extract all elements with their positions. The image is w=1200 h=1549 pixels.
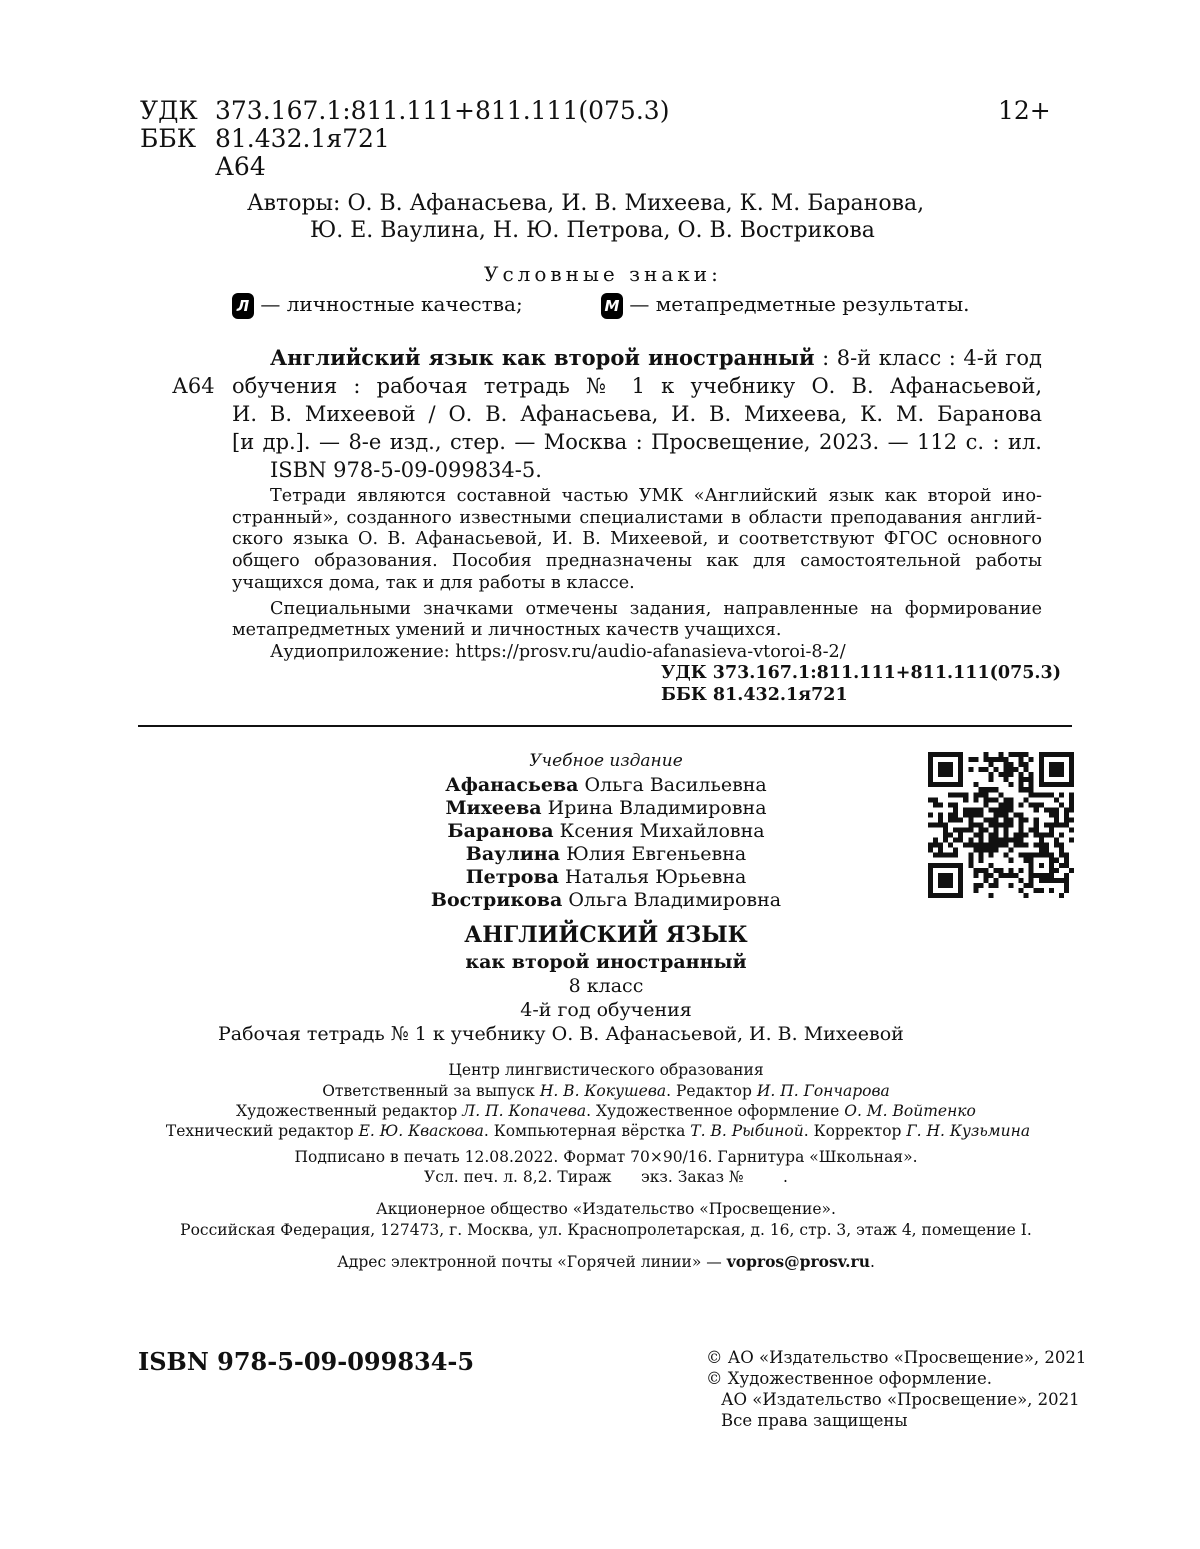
person-surname: Петрова — [465, 866, 559, 888]
person-name: Ольга Васильевна — [584, 774, 767, 796]
bib-title: Английский язык как второй иностранный — [270, 345, 815, 370]
label: Компьютерная вёрстка — [493, 1122, 686, 1140]
hotline-email — [0, 1251, 1200, 1273]
person-name: Наталья Юрьевна — [565, 866, 747, 888]
person-surname: Ваулина — [465, 843, 561, 865]
udk-label: УДК — [140, 96, 198, 125]
meta-results-icon: М — [601, 293, 623, 319]
name: Е. Ю. Кваскова — [358, 1122, 484, 1140]
book-year: 4-й год обучения — [520, 999, 692, 1021]
art-line: Художественный редактор Л. П. Копачева. Художественное оформление О. М. Войтенко — [236, 1102, 976, 1120]
age-rating: 12+ — [998, 96, 1051, 125]
tech-line: Технический редактор Е. Ю. Кваскова. Компьютерная вёрстка Т. В. Рыбиной. Корректор Г. Н. Кузьмина — [165, 1122, 1031, 1140]
label: Корректор — [813, 1122, 902, 1140]
name: И. П. Гончарова — [756, 1082, 890, 1100]
copyright-line: © Художественное оформление. — [706, 1369, 993, 1388]
annotation-line: общего образования. Пособия предназначены как для самостоятельной работы — [232, 551, 1042, 572]
legend-personal — [232, 290, 523, 319]
authors-line-2: Ю. Е. Ваулина, Н. Ю. Петрова, О. В. Вострикова — [310, 218, 875, 243]
personal-qualities-icon: Л — [232, 293, 254, 319]
annotation-line: ского языка О. В. Афанасьевой, И. В. Михеевой, и соответствуют ФГОС основного — [232, 529, 1042, 550]
name: Н. В. Кокушева — [539, 1082, 667, 1100]
udk-repeat: УДК 373.167.1:811.111+811.111(075.3) — [661, 663, 1061, 683]
qr-code — [928, 752, 1074, 898]
copyright-line: © АО «Издательство «Просвещение», 2021 — [706, 1348, 1087, 1367]
bib-title-rest: : 8-й класс : 4-й год — [814, 346, 1042, 370]
legend-title: Условные знаки: — [484, 262, 722, 286]
label: Художественное оформление — [595, 1102, 840, 1120]
book-title: АНГЛИЙСКИЙ ЯЗЫК — [464, 922, 748, 948]
audio-link: Аудиоприложение: https://prosv.ru/audio-afanasieva-vtoroi-8-2/ — [270, 641, 846, 662]
bib-line-4: [и др.]. — 8-е изд., стер. — Москва : Просвещение, 2023. — 112 с. : ил. — [232, 430, 1042, 454]
name: О. М. Войтенко — [844, 1102, 976, 1120]
bib-isbn: ISBN 978-5-09-099834-5. — [270, 458, 542, 482]
bbk-label: ББК — [140, 124, 197, 153]
annotation-line: метапредметных умений и личностных качеств учащихся. — [232, 620, 782, 641]
label: Ответственный за выпуск — [322, 1082, 535, 1100]
authors-line-1: Авторы: О. В. Афанасьева, И. В. Михеева, К. М. Баранова, — [247, 191, 925, 216]
person-surname: Вострикова — [430, 889, 563, 911]
responsible-line: Ответственный за выпуск Н. В. Кокушева. Редактор И. П. Гончарова — [322, 1082, 890, 1100]
bib-mark: А64 — [172, 374, 215, 398]
person-name: Ксения Михайловна — [559, 820, 765, 842]
person-surname: Афанасьева — [445, 774, 579, 796]
name: Л. П. Копачева — [462, 1102, 587, 1120]
label: Художественный редактор — [236, 1102, 458, 1120]
edition-type: Учебное издание — [529, 751, 683, 771]
legend-meta — [601, 290, 970, 319]
publisher-address: Российская Федерация, 127473, г. Москва, ул. Краснопролетарская, д. 16, стр. 3, этаж 4, помещение I. — [180, 1221, 1032, 1239]
print-info-2: Усл. печ. л. 8,2. Тираж экз. Заказ № . — [424, 1168, 788, 1186]
book-grade: 8 класс — [568, 975, 644, 997]
bib-description — [232, 344, 1042, 484]
rights: Все права защищены — [721, 1411, 908, 1430]
annotation-line: Тетради являются составной частью УМК «Английский язык как второй ино- — [270, 486, 1042, 506]
bib-line-2: обучения : рабочая тетрадь № 1 к учебнику О. В. Афанасьевой, — [232, 374, 1042, 398]
print-info: Подписано в печать 12.08.2022. Формат 70×90/16. Гарнитура «Школьная». — [294, 1148, 918, 1166]
person-name: Ирина Владимировна — [547, 797, 767, 819]
person-surname: Баранова — [447, 820, 554, 842]
email-address: vopros@prosv.ru — [726, 1252, 870, 1271]
divider — [138, 725, 1072, 727]
name: Т. В. Рыбиной — [690, 1122, 804, 1140]
email-end: . — [870, 1253, 875, 1271]
legend-meta-text: — метапредметные результаты. — [629, 292, 970, 316]
email-label: Адрес электронной почты «Горячей линии» — — [337, 1253, 727, 1271]
annotation-line: учащихся дома, так и для работы в классе. — [232, 572, 635, 593]
udk-value: 373.167.1:811.111+811.111(075.3) — [215, 96, 670, 125]
annotation — [232, 486, 1042, 664]
bbk-value: 81.432.1я721 — [215, 124, 390, 153]
publisher: Акционерное общество «Издательство «Просвещение». — [376, 1200, 836, 1218]
label: Редактор — [675, 1082, 752, 1100]
label: Технический редактор — [165, 1122, 354, 1140]
name: Г. Н. Кузьмина — [906, 1122, 1031, 1140]
person-name: Юлия Евгеньевна — [566, 843, 747, 865]
legend-personal-text: — личностные качества; — [260, 292, 523, 316]
bbk-repeat: ББК 81.432.1я721 — [661, 685, 848, 705]
center-name: Центр лингвистического образования — [448, 1061, 764, 1079]
bib-line-1 — [232, 344, 1042, 372]
copyright-line: АО «Издательство «Просвещение», 2021 — [721, 1390, 1080, 1409]
person-name: Ольга Владимировна — [568, 889, 782, 911]
author-mark: А64 — [215, 152, 266, 181]
person-surname: Михеева — [445, 797, 542, 819]
bib-line-3: И. В. Михеевой / О. В. Афанасьева, И. В. Михеева, К. М. Баранова — [232, 402, 1042, 426]
annotation-line: странный», созданного известными специалистами в области преподавания англий- — [232, 507, 1042, 528]
book-subtitle: как второй иностранный — [465, 951, 747, 973]
annotation-line: Специальными значками отмечены задания, направленные на формирование — [270, 598, 1042, 619]
workbook-title: Рабочая тетрадь № 1 к учебнику О. В. Афанасьевой, И. В. Михеевой — [218, 1023, 904, 1045]
footer-isbn: ISBN 978-5-09-099834-5 — [138, 1347, 475, 1376]
